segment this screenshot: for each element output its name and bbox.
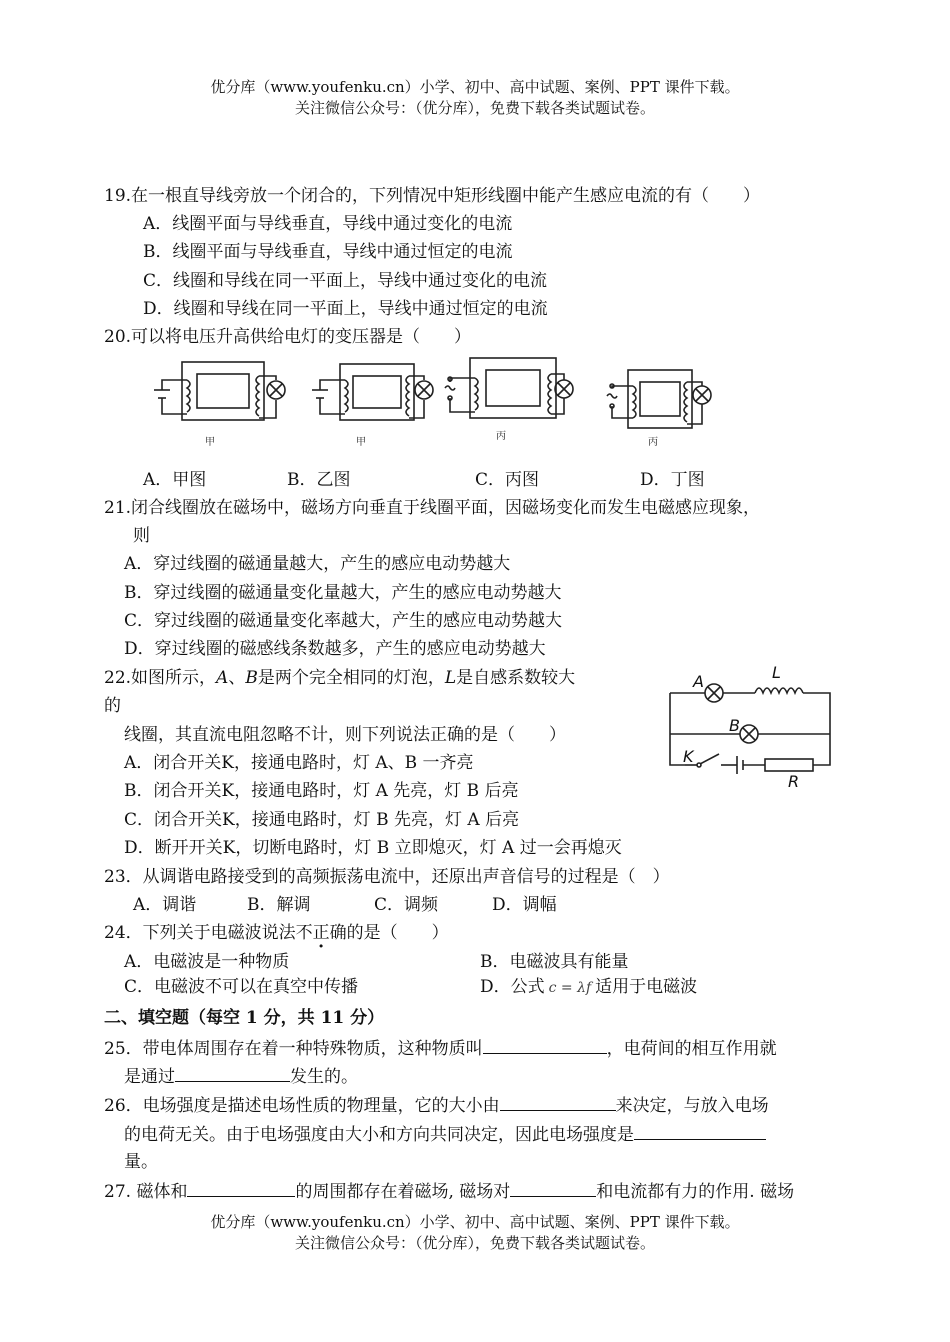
q24-formula: c = λf xyxy=(548,980,592,996)
section2-title: 二、填空题（每空 1 分，共 11 分） xyxy=(104,1008,385,1028)
q27-part1: 27. 磁体和 xyxy=(104,1182,188,1202)
page-footer-line1: 优分库（www.youfenku.cn）小学、初中、高中试题、案例、PPT 课件下载。 xyxy=(210,1213,740,1231)
q20-option-b: B．乙图 xyxy=(287,470,351,490)
q25-part2: ，电荷间的相互作用就 xyxy=(606,1039,777,1059)
q26-part3: 的电荷无关。由于电场强度由大小和方向共同决定，因此电场强度是 xyxy=(124,1125,634,1145)
q26-line2 xyxy=(124,1123,766,1146)
q21-option-d: D．穿过线圈的磁感线条数越多，产生的感应电动势越大 xyxy=(124,639,546,659)
q20-option-a: A．甲图 xyxy=(143,470,207,490)
circuit-label-b: B xyxy=(729,716,740,735)
q22-stem-wrap: 的 xyxy=(104,696,121,716)
page-header-line1: 优分库（www.youfenku.cn）小学、初中、高中试题、案例、PPT 课件下载。 xyxy=(210,78,740,96)
q22-option-b: B．闭合开关K，接通电路时，灯 A 先亮，灯 B 后亮 xyxy=(124,781,519,801)
q26-blank-1[interactable] xyxy=(500,1094,616,1111)
circuit-label-r: R xyxy=(788,772,800,791)
q27-part2: 的周围都存在着磁场, 磁场对 xyxy=(295,1182,511,1202)
q24-option-d-part2: 适用于电磁波 xyxy=(595,977,698,997)
q24-stem xyxy=(104,922,449,944)
page-header-line2: 关注微信公众号：（优分库），免费下载各类试题试卷。 xyxy=(294,99,655,117)
q22-option-a: A．闭合开关K，接通电路时，灯 A、B 一齐亮 xyxy=(124,753,474,773)
q19-option-a: A．线圈平面与导线垂直，导线中通过变化的电流 xyxy=(143,214,513,234)
q26-blank-2[interactable] xyxy=(634,1123,766,1140)
q22-stem xyxy=(104,667,575,689)
q20-option-d: D．丁图 xyxy=(640,470,705,490)
q24-option-a: A．电磁波是一种物质 xyxy=(124,952,290,972)
q19-option-b: B．线圈平面与导线垂直，导线中通过恒定的电流 xyxy=(143,242,513,262)
q27-line1 xyxy=(104,1180,794,1203)
q21-option-c: C．穿过线圈的磁通量变化率越大，产生的感应电动势越大 xyxy=(124,611,563,631)
q22-stem-part2: 是两个完全相同的灯泡， xyxy=(257,668,445,688)
q22-option-d: D．断开开关K，切断电路时，灯 B 立即熄灭，灯 A 过一会再熄灭 xyxy=(124,838,622,858)
q21-option-a: A．穿过线圈的磁通量越大，产生的感应电动势越大 xyxy=(124,554,511,574)
q22-var-a: A xyxy=(216,668,229,688)
q22-circuit-diagram xyxy=(665,660,840,795)
q26-line1 xyxy=(104,1094,769,1117)
q24-stem-part1: 24．下列关于电磁波说法 xyxy=(104,923,296,943)
fig2-label: 甲 xyxy=(356,437,366,448)
q22-option-c: C．闭合开关K，接通电路时，灯 B 先亮，灯 A 后亮 xyxy=(124,810,520,830)
q25-part4: 发生的。 xyxy=(290,1067,358,1087)
q19-stem: 19.在一根直导线旁放一个闭合的，下列情况中矩形线圈中能产生感应电流的有（ ） xyxy=(104,186,761,206)
q23-option-a: A．调谐 xyxy=(133,895,197,915)
q22-separator: 、 xyxy=(228,668,246,688)
inductor-coil xyxy=(755,688,803,693)
resistor-r xyxy=(765,759,813,771)
q21-stem-continued: 则 xyxy=(133,526,150,546)
circuit-label-l: L xyxy=(772,663,781,682)
q24-option-b: B．电磁波具有能量 xyxy=(480,952,629,972)
q23-option-b: B．解调 xyxy=(247,895,311,915)
q23-stem: 23．从调谐电路接受到的高频振荡电流中，还原出声音信号的过程是（ ） xyxy=(104,867,670,887)
q20-option-c: C．丙图 xyxy=(475,470,540,490)
q22-var-b: B xyxy=(245,668,258,688)
q25-blank-2[interactable] xyxy=(175,1065,290,1082)
q26-line3: 量。 xyxy=(124,1152,158,1172)
q25-blank-1[interactable] xyxy=(483,1037,607,1054)
q22-stem-part1: 22.如图所示， xyxy=(104,668,217,688)
q21-option-b: B．穿过线圈的磁通量变化量越大，产生的感应电动势越大 xyxy=(124,583,562,603)
q25-part1: 25．带电体周围存在着一种特殊物质，这种物质叫 xyxy=(104,1039,483,1059)
q26-part2: 来决定，与放入电场 xyxy=(615,1096,769,1116)
fig4-label: 丙 xyxy=(648,437,658,448)
q22-var-l: L xyxy=(444,668,457,688)
q24-stem-part2: 的是（ ） xyxy=(346,923,449,943)
q27-part3: 和电流都有力的作用. 磁场 xyxy=(596,1182,795,1202)
q23-option-c: C．调频 xyxy=(374,895,439,915)
fig3-label: 丙 xyxy=(496,431,506,442)
q24-option-d-part1: D．公式 xyxy=(480,977,545,997)
q24-stem-emphasis: 不正确 xyxy=(295,923,347,943)
q24-option-d xyxy=(480,976,697,999)
q27-blank-1[interactable] xyxy=(187,1180,295,1197)
q27-blank-2[interactable] xyxy=(510,1180,596,1197)
q20-stem: 20.可以将电压升高供给电灯的变压器是（ ） xyxy=(104,327,472,347)
q25-line2 xyxy=(124,1065,358,1088)
q22-stem-line2: 线圈，其直流电阻忽略不计，则下列说法正确的是（ ） xyxy=(124,725,566,745)
circuit-label-a: A xyxy=(693,672,704,691)
q25-part3: 是通过 xyxy=(124,1067,175,1087)
transformer-figure-3 xyxy=(445,358,573,418)
page-footer-line2: 关注微信公众号：（优分库），免费下载各类试题试卷。 xyxy=(294,1234,655,1252)
fig1-label: 甲 xyxy=(205,437,215,448)
q21-stem: 21.闭合线圈放在磁场中，磁场方向垂直于线圈平面，因磁场变化而发生电磁感应现象， xyxy=(104,498,761,518)
transformer-figure-2 xyxy=(312,364,433,420)
transformer-figure-4 xyxy=(607,370,711,428)
q22-stem-part3: 是自感系数较大 xyxy=(456,668,576,688)
q24-option-c: C．电磁波不可以在真空中传播 xyxy=(124,977,359,997)
q23-option-d: D．调幅 xyxy=(492,895,557,915)
circuit-label-k: K xyxy=(683,747,694,766)
q25-line1 xyxy=(104,1037,777,1060)
q20-transformer-figures xyxy=(140,352,740,452)
q19-option-c: C．线圈和导线在同一平面上，导线中通过变化的电流 xyxy=(143,271,548,291)
transformer-figure-1 xyxy=(154,362,285,420)
q26-part1: 26．电场强度是描述电场性质的物理量，它的大小由 xyxy=(104,1096,500,1116)
q19-option-d: D．线圈和导线在同一平面上，导线中通过恒定的电流 xyxy=(143,299,548,319)
